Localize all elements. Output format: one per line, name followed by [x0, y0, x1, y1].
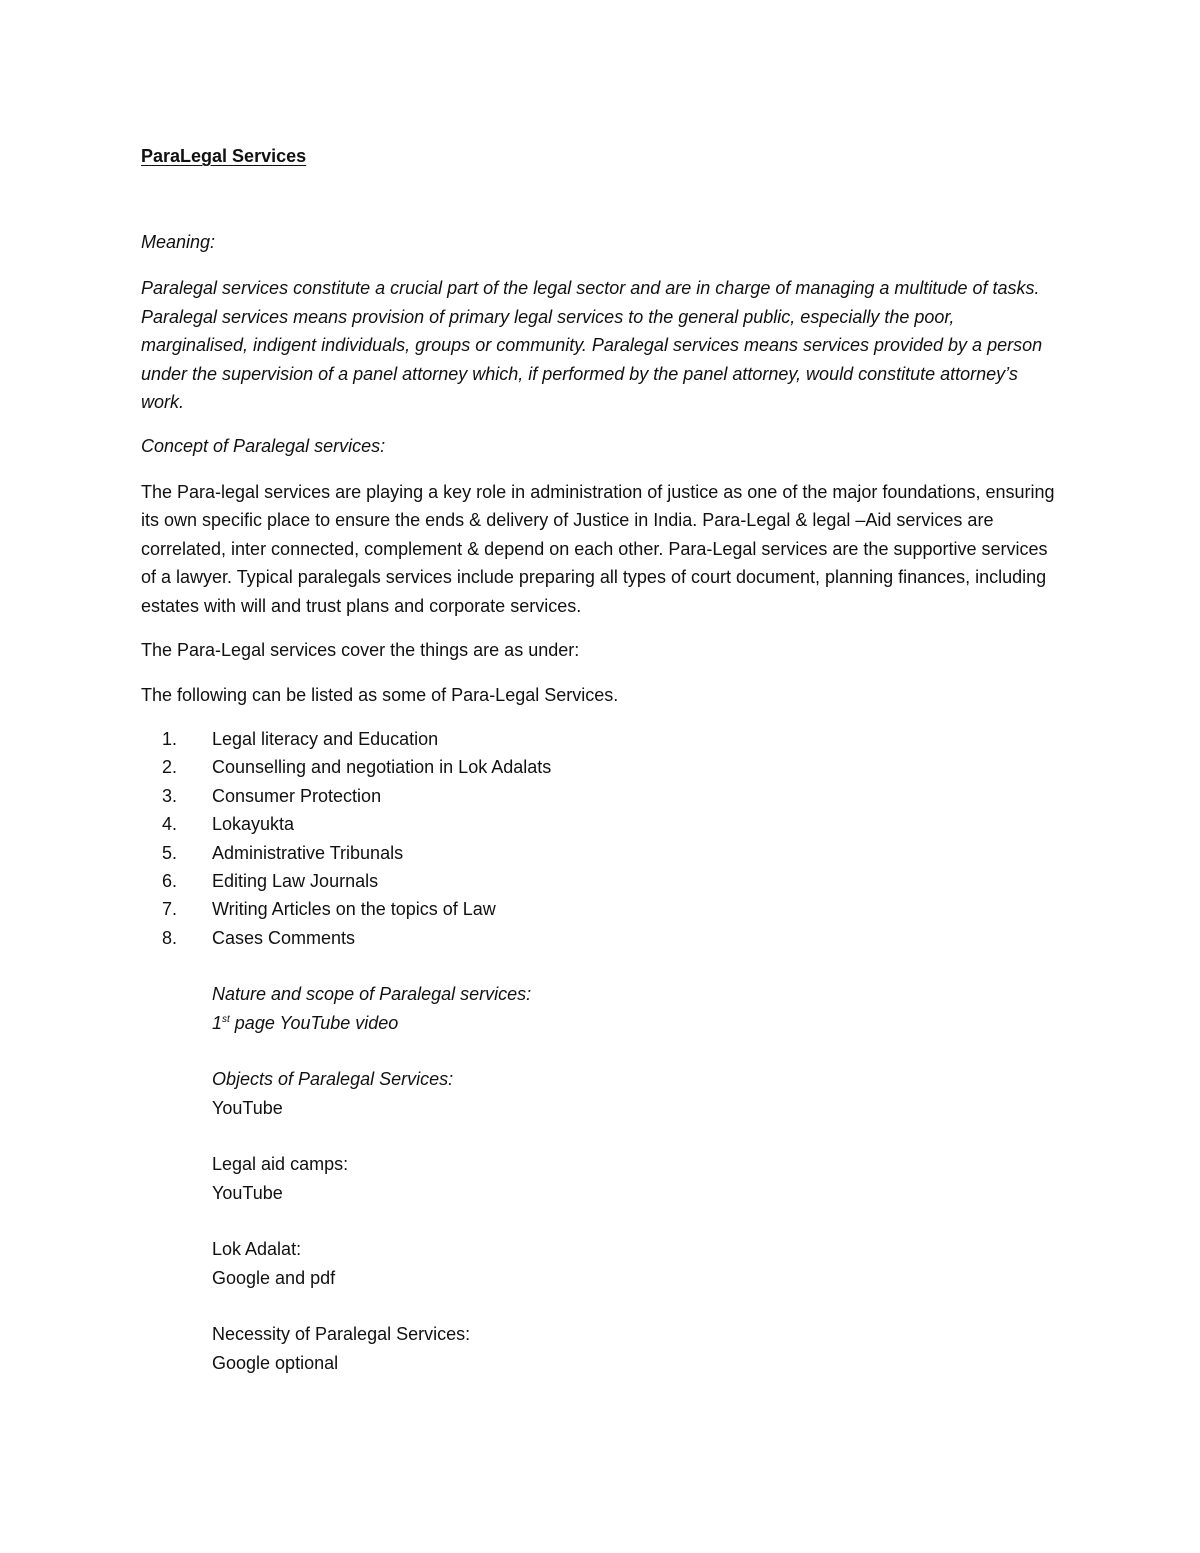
document-title: ParaLegal Services — [141, 146, 307, 166]
meaning-paragraph: Paralegal services constitute a crucial part of the legal sector and are in charge of managing a multitude of tasks. Paralegal services means provision of primary legal services to the general public, especially the poor, marginalised, indigent individuals, groups or community. Paralegal services means services provided by a person under the supervision of a panel attorney which, if performed by the panel attorney, would constitute attorney’s work. — [141, 278, 1043, 412]
nature-note-rest: page YouTube video — [229, 1012, 399, 1033]
list-item-label: Consumer Protection — [212, 785, 382, 806]
spacer — [141, 952, 1061, 980]
list-item-label: Counselling and negotiation in Lok Adalats — [212, 757, 552, 778]
list-number: 2. — [161, 757, 177, 778]
spacer — [141, 665, 1061, 681]
list-number: 5. — [161, 842, 177, 863]
concept-heading: Concept of Paralegal services: — [141, 435, 386, 456]
spacer — [141, 1122, 1061, 1150]
list-item-label: Cases Comments — [212, 927, 356, 948]
nature-heading: Nature and scope of Paralegal services: — [212, 984, 532, 1005]
lok-adalat-note: Google and pdf — [212, 1267, 336, 1288]
list-item — [141, 839, 1061, 867]
nature-note — [141, 1009, 1061, 1038]
services-list — [141, 725, 1061, 952]
list-item — [141, 867, 1061, 895]
spacer — [141, 255, 1061, 274]
spacer — [141, 1292, 1061, 1320]
spacer — [141, 417, 1061, 433]
camps-note: YouTube — [212, 1182, 283, 1203]
objects-note: YouTube — [212, 1097, 283, 1118]
list-item — [141, 782, 1061, 810]
nature-note-sup: st — [222, 1013, 230, 1025]
list-item — [141, 810, 1061, 838]
list-item-label: Editing Law Journals — [212, 871, 379, 892]
document-page — [141, 143, 1061, 1377]
lok-adalat-heading: Lok Adalat: — [212, 1239, 302, 1260]
list-number: 8. — [161, 927, 177, 948]
spacer — [141, 459, 1061, 478]
list-number: 1. — [161, 729, 177, 749]
nature-note-prefix: 1 — [212, 1012, 223, 1033]
spacer — [141, 1207, 1061, 1235]
list-number: 3. — [161, 785, 177, 806]
spacer — [141, 709, 1061, 725]
objects-heading: Objects of Paralegal Services: — [212, 1069, 454, 1090]
necessity-heading: Necessity of Paralegal Services: — [212, 1324, 471, 1345]
list-item-label: Writing Articles on the topics of Law — [212, 899, 496, 920]
list-item — [141, 753, 1061, 781]
list-item — [141, 725, 1061, 753]
spacer — [141, 620, 1061, 636]
list-item-label: Administrative Tribunals — [212, 842, 404, 863]
list-item — [141, 924, 1061, 952]
list-number: 6. — [161, 871, 177, 892]
list-intro: The following can be listed as some of Para-Legal Services. — [141, 684, 619, 705]
list-item — [141, 895, 1061, 923]
necessity-note: Google optional — [212, 1352, 339, 1373]
cover-line: The Para-Legal services cover the things are as under: — [141, 640, 580, 660]
list-item-label: Legal literacy and Education — [212, 729, 439, 749]
spacer — [141, 1037, 1061, 1065]
list-number: 7. — [161, 899, 177, 920]
concept-paragraph: The Para-legal services are playing a key role in administration of justice as one of the major foundations, ensuring its own specific place to ensure the ends & delivery of Justice in India. Para-Legal & legal –Aid services are correlated, inter connected, complement & depend on each other. Para-Legal services are the supportive services of a lawyer. Typical paralegals services include preparing all types of court document, planning finances, including estates with will and trust plans and corporate services. — [141, 481, 1055, 616]
meaning-heading: Meaning: — [141, 232, 216, 252]
camps-heading: Legal aid camps: — [212, 1154, 349, 1175]
list-item-label: Lokayukta — [212, 814, 295, 835]
spacer — [141, 169, 1061, 229]
list-number: 4. — [161, 814, 177, 835]
